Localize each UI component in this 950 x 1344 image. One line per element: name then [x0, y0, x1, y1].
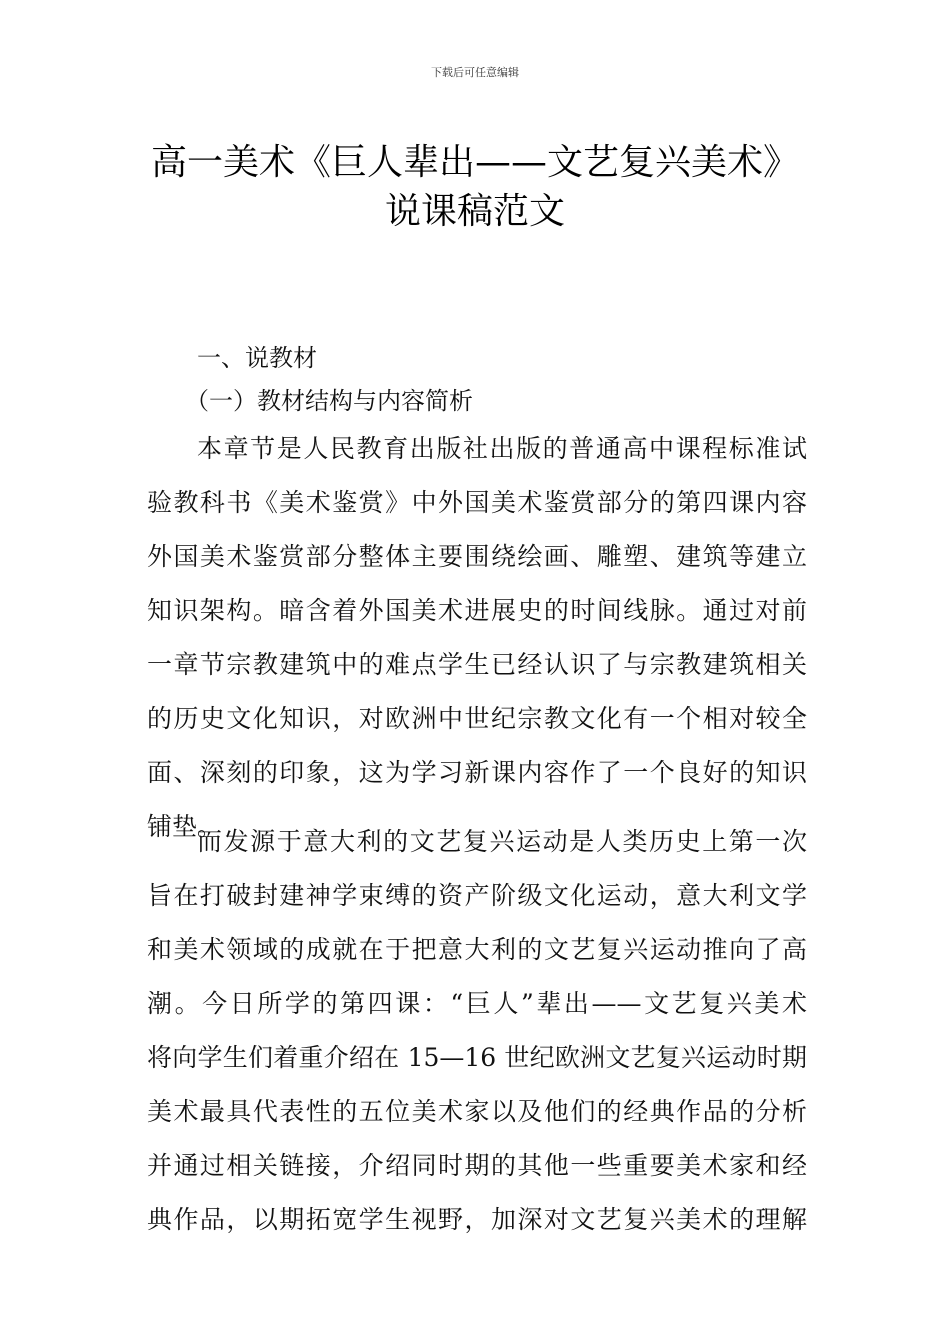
paragraph-line: 旨在打破封建神学束缚的资产阶级文化运动，意大利文学 [147, 881, 807, 910]
paragraph-line: 而发源于意大利的文艺复兴运动是人类历史上第一次 [197, 827, 807, 856]
paragraph-line: 一章节宗教建筑中的难点学生已经认识了与宗教建筑相关 [147, 650, 807, 679]
paragraph-line: 本章节是人民教育出版社出版的普通高中课程标准试 [197, 434, 807, 463]
paragraph-line: 面、深刻的印象，这为学习新课内容作了一个良好的知识 [147, 758, 807, 787]
paragraph-line: 的历史文化知识，对欧洲中世纪宗教文化有一个相对较全 [147, 704, 807, 733]
paragraph-line: 美术最具代表性的五位美术家以及他们的经典作品的分析 [147, 1097, 807, 1126]
paragraph-line: 典作品，以期拓宽学生视野，加深对文艺复兴美术的理解 [147, 1205, 807, 1234]
section-heading: 一、说教材 [197, 344, 317, 372]
paragraph-line: 将向学生们着重介绍在 15—16 世纪欧洲文艺复兴运动时期 [147, 1043, 807, 1072]
paragraph-line: 和美术领域的成就在于把意大利的文艺复兴运动推向了高 [147, 935, 807, 964]
paragraph-line: 验教科书《美术鉴赏》中外国美术鉴赏部分的第四课内容 [147, 488, 807, 517]
header-note: 下载后可任意编辑 [431, 66, 519, 79]
subsection-heading: （一）教材结构与内容简析 [185, 387, 473, 415]
paragraph-line: 外国美术鉴赏部分整体主要围绕绘画、雕塑、建筑等建立 [147, 542, 807, 571]
paragraph-line: 铺垫。 [147, 812, 223, 841]
paragraph-2 [147, 815, 807, 1247]
paragraph-line: 并通过相关链接，介绍同时期的其他一些重要美术家和经 [147, 1151, 807, 1180]
paragraph-1 [147, 422, 807, 854]
paragraph-line: 知识架构。暗含着外国美术进展史的时间线脉。通过对前 [147, 596, 807, 625]
document-title-line-2: 说课稿范文 [384, 191, 565, 232]
paragraph-line: 潮。今日所学的第四课：“巨人”辈出——文艺复兴美术 [147, 989, 807, 1018]
document-title-line-1: 高一美术《巨人辈出——文艺复兴美术》 [150, 142, 799, 183]
